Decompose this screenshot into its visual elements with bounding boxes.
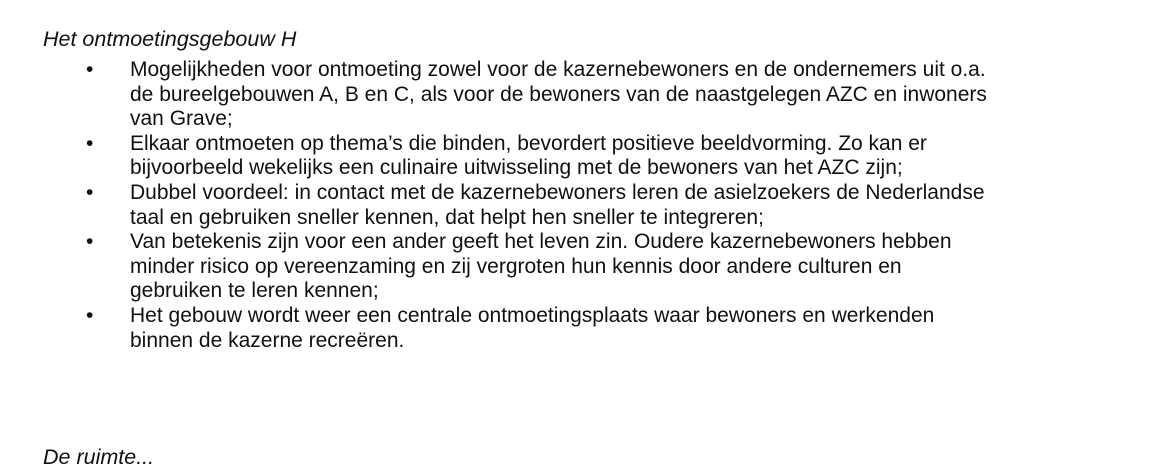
bullet-line: bijvoorbeeld wekelijks een culinaire uitwisseling met de bewoners van het AZC zijn; [130,156,903,180]
bullet-marker: • [86,303,94,327]
section-title: Het ontmoetingsgebouw H [43,27,297,51]
bullet-item [0,132,1170,181]
bullet-line: Mogelijkheden voor ontmoeting zowel voor de kazernebewoners en de ondernemers uit o.a. [130,58,986,81]
bullet-line: minder risico op vereenzaming en zij vergroten hun kennis door andere culturen en [130,254,902,278]
bullet-line: taal en gebruiken sneller kennen, dat helpt hen sneller te integreren; [130,205,764,229]
bullet-marker: • [86,230,94,254]
bullet-line: Het gebouw wordt weer een centrale ontmoetingsplaats waar bewoners en werkenden [130,303,935,327]
bullet-marker: • [86,131,94,155]
next-section-title: De ruimte... [43,445,155,469]
bullet-line: Elkaar ontmoeten op thema’s die binden, bevordert positieve beeldvorming. Zo kan er [130,131,927,155]
bullet-line: de bureelgebouwen A, B en C, als voor de bewoners van de naastgelegen AZC en inwoners [130,82,987,106]
bullet-text [130,132,1170,181]
bullet-item [0,58,1170,132]
bullet-marker: • [86,58,94,81]
bullet-item [0,304,1170,353]
bullet-text [130,181,1170,230]
bullet-line: van Grave; [130,107,233,131]
bullet-line: Dubbel voordeel: in contact met de kazernebewoners leren de asielzoekers de Nederlandse [130,180,985,204]
bullet-text [130,58,1170,132]
bullet-marker: • [86,180,94,204]
bullet-list [0,58,1170,353]
bullet-item [0,181,1170,230]
bullet-line: Van betekenis zijn voor een ander geeft het leven zin. Oudere kazernebewoners hebben [130,230,952,254]
bullet-line: gebruiken te leren kennen; [130,279,379,303]
bullet-line: binnen de kazerne recreëren. [130,328,405,352]
bullet-item [0,230,1170,304]
bullet-text [130,304,1170,353]
bullet-text [130,230,1170,304]
